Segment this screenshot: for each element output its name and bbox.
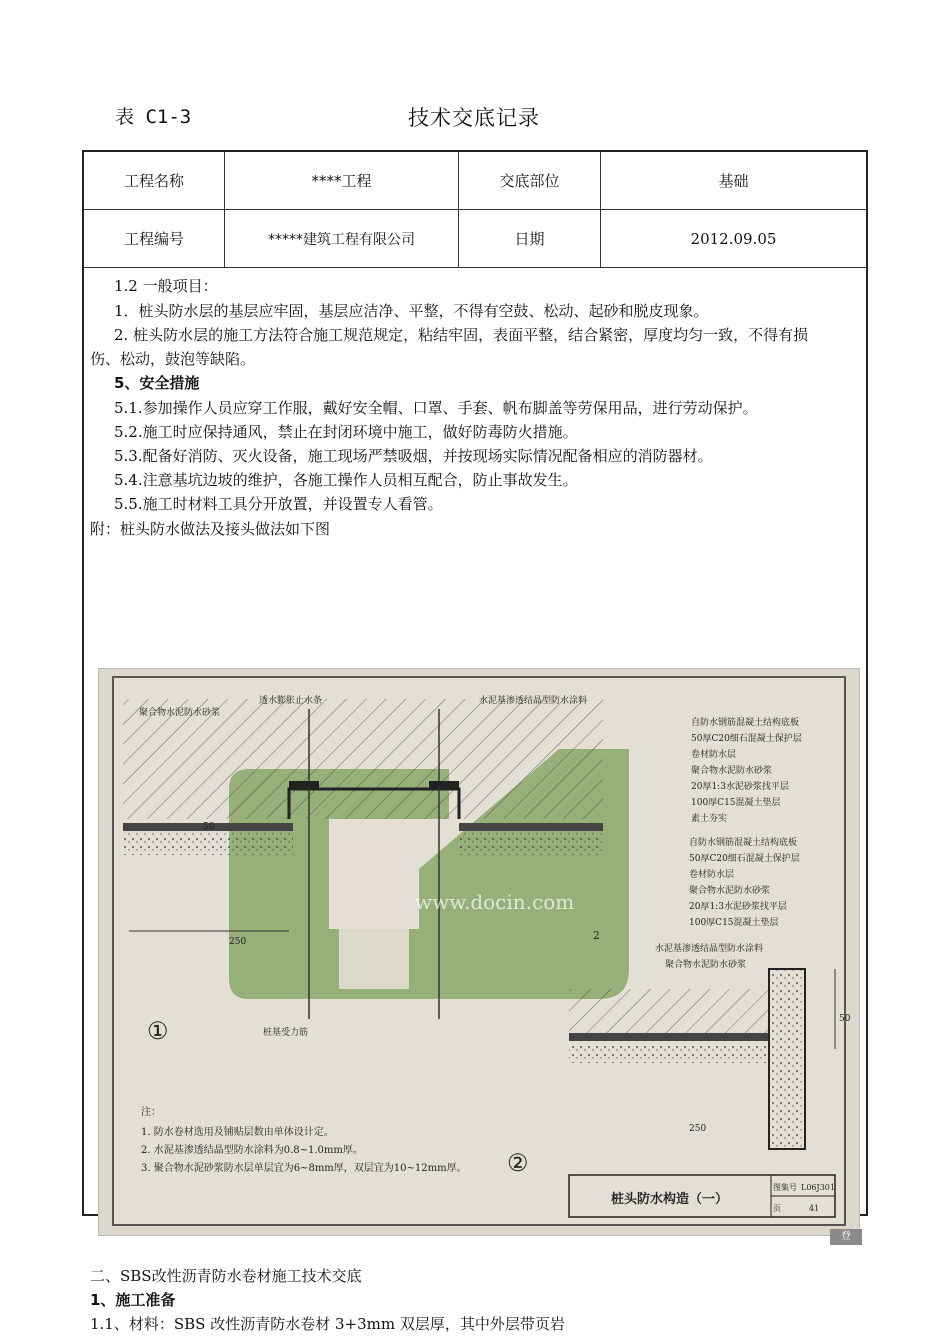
dimension-label: 250 xyxy=(229,937,247,947)
cushion-layer xyxy=(459,833,603,855)
title-block-value: L06J301 xyxy=(801,1183,835,1192)
text-line: 1.1、材料：SBS 改性沥青防水卷材 3+3mm 双层厚，其中外层带页岩 xyxy=(90,1315,565,1333)
membrane-layer xyxy=(569,1033,769,1041)
title-block-value: 41 xyxy=(809,1204,820,1213)
layer-label: 20厚1:3水泥砂浆找平层 xyxy=(689,902,787,912)
dimension-label: 50 xyxy=(839,1014,851,1024)
record-frame xyxy=(82,150,868,1333)
text-line: 2. 桩头防水层的施工方法符合施工规范规定，粘结牢固，表面平整，结合紧密，厚度均匀一致，不得有损 xyxy=(114,326,809,344)
waterstop-strip xyxy=(429,781,459,788)
layer-label: 聚合物水泥防水砂浆 xyxy=(691,766,773,776)
cushion-layer xyxy=(123,833,293,855)
slab-hatch xyxy=(569,989,769,1033)
corner-stamp: 登 xyxy=(830,1229,862,1245)
page-title: 技术交底记录 xyxy=(408,106,540,130)
attachment-caption: 附：桩头防水做法及接头做法如下图 xyxy=(90,520,331,538)
layer-label: 卷材防水层 xyxy=(689,870,735,880)
layer-label: 100厚C15混凝土垫层 xyxy=(689,918,779,928)
note-item: 3. 聚合物水泥砂浆防水层单层宜为6~8mm厚，双层宜为10~12mm厚。 xyxy=(141,1163,467,1174)
layer-label: 50厚C20细石混凝土保护层 xyxy=(689,854,800,864)
layer-label: 20厚1:3水泥砂浆找平层 xyxy=(691,782,789,792)
layer-label: 卷材防水层 xyxy=(691,750,737,760)
project-no-value: *****建筑工程有限公司 xyxy=(225,210,459,268)
text-line: 5.3.配备好消防、灭火设备，施工现场严禁吸烟，并按现场实际情况配备相应的消防器材。 xyxy=(114,447,713,465)
layer-label: 自防水钢筋混凝土结构底板 xyxy=(691,718,800,728)
text-line: 5.2.施工时应保持通风，禁止在封闭环境中施工，做好防毒防火措施。 xyxy=(114,423,578,441)
label-mortar: 聚合物水泥防水砂浆 xyxy=(139,708,221,718)
text-line: 伤、松动，鼓泡等缺陷。 xyxy=(90,350,256,368)
title-block-name: 桩头防水构造（一） xyxy=(611,1192,729,1207)
section-heading: 1、施工准备 xyxy=(90,1291,176,1309)
watermark-text: www.docin.com xyxy=(415,890,575,914)
table-row xyxy=(84,152,866,210)
info-table xyxy=(84,152,866,268)
layer-label: 素土夯实 xyxy=(691,814,728,824)
text-line: 1．桩头防水层的基层应牢固，基层应洁净、平整，不得有空鼓、松动、起砂和脱皮现象。 xyxy=(114,302,709,320)
layer-label: 聚合物水泥防水砂浆 xyxy=(665,960,747,970)
note-item: 2. 水泥基渗透结晶型防水涂料为0.8~1.0mm厚。 xyxy=(141,1145,363,1156)
layer-label: 自防水钢筋混凝土结构底板 xyxy=(689,838,798,848)
date-value: 2012.09.05 xyxy=(601,210,867,268)
title-block-key: 页 xyxy=(773,1204,781,1213)
layer-label: 100厚C15混凝土垫层 xyxy=(691,798,781,808)
section-heading: 5、安全措施 xyxy=(114,374,200,392)
form-code: 表 C1-3 xyxy=(115,106,192,128)
section-marker: 2 xyxy=(593,929,600,942)
drawing-svg xyxy=(99,669,859,1235)
notes-heading: 注： xyxy=(141,1107,161,1118)
label-coating: 水泥基渗透结晶型防水涂料 xyxy=(479,696,588,706)
membrane-layer xyxy=(459,823,603,831)
detail-number-2: ② xyxy=(507,1149,529,1177)
project-no-label: 工程编号 xyxy=(84,210,225,268)
date-label: 日期 xyxy=(459,210,601,268)
project-name-value: ****工程 xyxy=(225,152,459,210)
layer-label: 水泥基渗透结晶型防水涂料 xyxy=(655,944,764,954)
project-name-label: 工程名称 xyxy=(84,152,225,210)
layer-label: 50厚C20细石混凝土保护层 xyxy=(691,734,802,744)
dimension-label: 250 xyxy=(689,1124,707,1134)
label-pile-rebar: 桩基受力筋 xyxy=(263,1028,309,1038)
cushion-layer xyxy=(569,1043,769,1063)
text-line: 5.1.参加操作人员应穿工作服，戴好安全帽、口罩、手套、帆布脚盖等劳保用品，进行劳动保护。 xyxy=(114,399,758,417)
pile-section xyxy=(769,969,805,1149)
table-row xyxy=(84,210,866,268)
detail-number-1: ① xyxy=(147,1017,169,1045)
title-block-key: 图集号 xyxy=(773,1183,797,1192)
part-value: 基础 xyxy=(601,152,867,210)
layer-label: 聚合物水泥防水砂浆 xyxy=(689,886,771,896)
dimension-label: 50 xyxy=(203,822,215,832)
pile-head-drawing xyxy=(98,668,860,1236)
section-title: 二、SBS改性沥青防水卷材施工技术交底 xyxy=(90,1267,362,1285)
label-waterstop: 透水膨胀止水条 xyxy=(259,696,323,706)
text-line: 5.5.施工时材料工具分开放置，并设置专人看管。 xyxy=(114,495,443,513)
text-line: 1.2 一般项目： xyxy=(114,277,218,295)
waterstop-strip xyxy=(289,781,319,788)
text-line: 5.4.注意基坑边坡的维护，各施工操作人员相互配合，防止事故发生。 xyxy=(114,471,578,489)
note-item: 1. 防水卷材选用及铺贴层数由单体设计定。 xyxy=(141,1127,334,1138)
watermark-cutout xyxy=(339,839,409,989)
part-label: 交底部位 xyxy=(459,152,601,210)
